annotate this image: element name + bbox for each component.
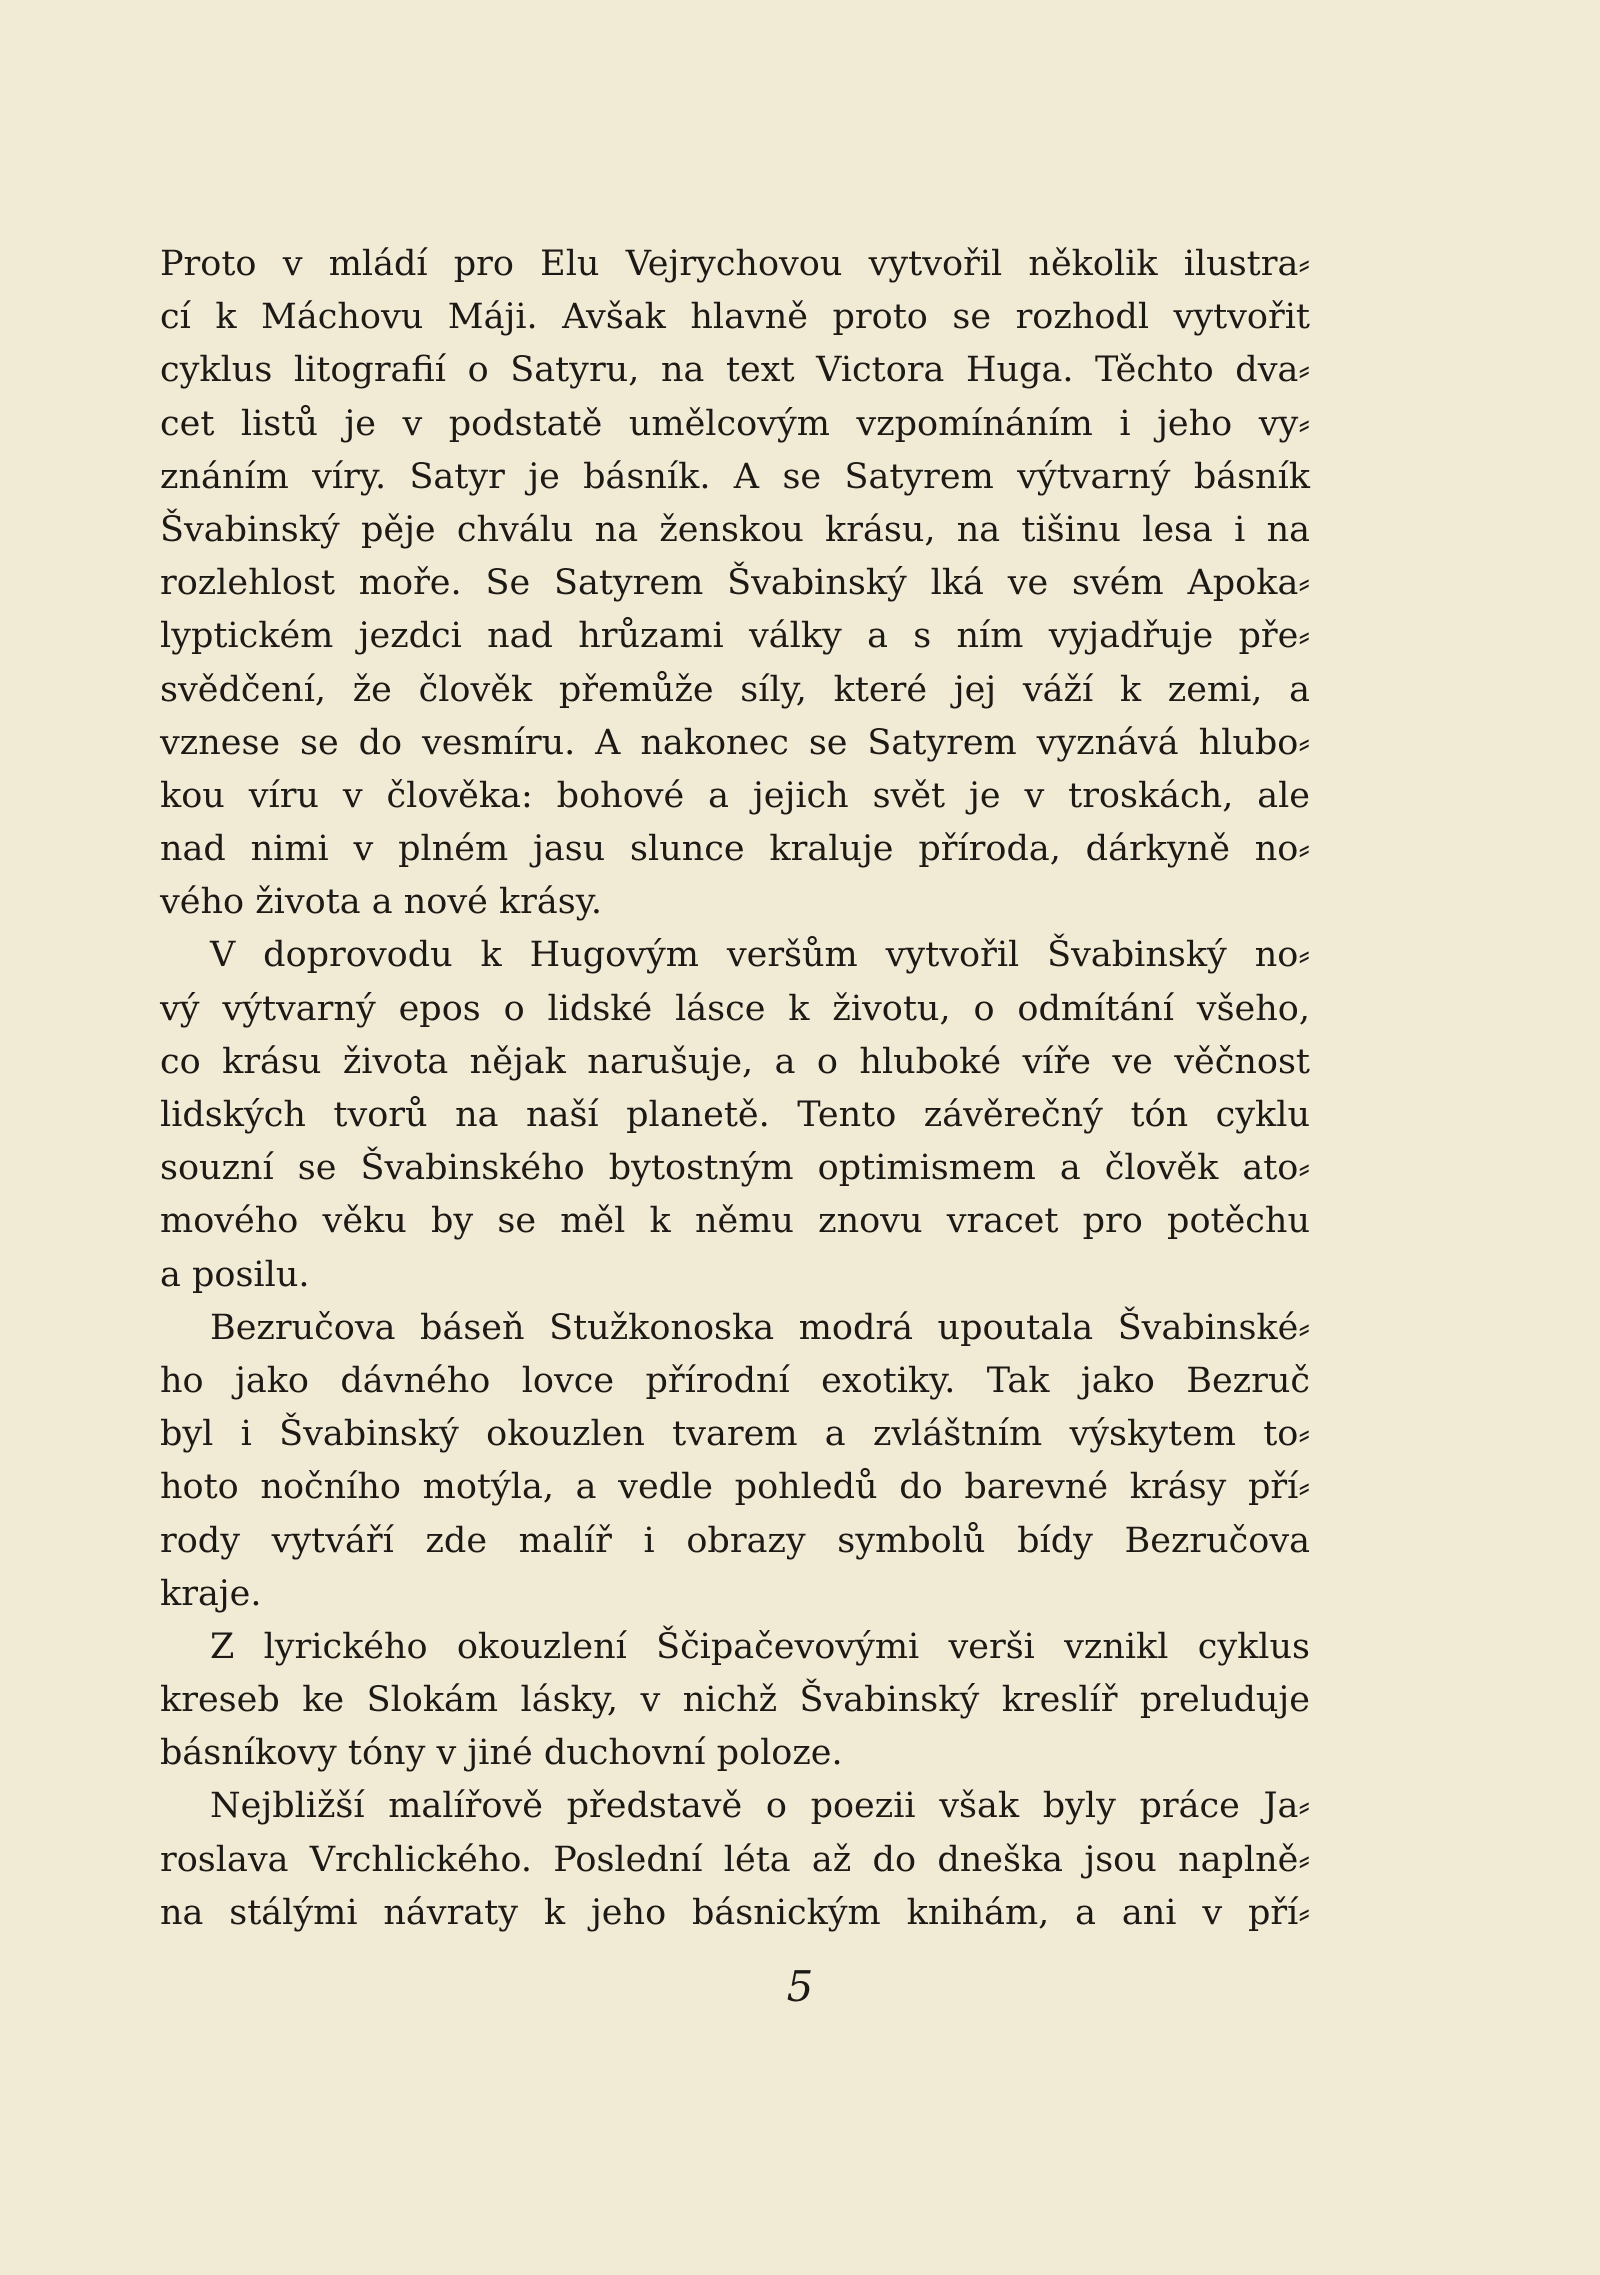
text-line: znáním víry. Satyr je básník. A se Satyrem výtvarný básník [160,456,1310,497]
text-line: V doprovodu k Hugovým veršům vytvořil Švabinský no⸗ [210,935,1310,976]
text-line: ho jako dávného lovce přírodní exotiky. Tak jako Bezruč [160,1360,1310,1401]
text-line: byl i Švabinský okouzlen tvarem a zvláštním výskytem to⸗ [160,1414,1310,1455]
page-number: 5 [786,1962,814,2011]
text-line: vznese se do vesmíru. A nakonec se Satyrem vyznává hlubo⸗ [160,722,1310,763]
text-line: Proto v mládí pro Elu Vejrychovou vytvořil několik ilustra⸗ [160,244,1310,284]
text-line: mového věku by se měl k němu znovu vracet pro potěchu [160,1201,1310,1242]
text-line: Z lyrického okouzlení Ščipačevovými verši vznikl cyklus [210,1626,1310,1667]
text-line: nad nimi v plném jasu slunce kraluje příroda, dárkyně no⸗ [160,829,1310,870]
text-line: co krásu života nějak narušuje, a o hluboké víře ve věčnost [160,1041,1310,1082]
text-line: a posilu. [160,1254,310,1295]
text-line: lidských tvorů na naší planetě. Tento závěrečný tón cyklu [160,1095,1310,1135]
text-line: rody vytváří zde malíř i obrazy symbolů bídy Bezručova [160,1520,1310,1561]
text-line: vého života a nové krásy. [160,882,602,923]
text-line: rozlehlost moře. Se Satyrem Švabinský lká ve svém Apoka⸗ [160,563,1310,604]
text-line: kraje. [160,1573,262,1614]
text-line: hoto nočního motýla, a vedle pohledů do barevné krásy pří⸗ [160,1467,1310,1508]
text-line: vý výtvarný epos o lidské lásce k životu, o odmítání všeho, [160,988,1310,1029]
text-line: cet listů je v podstatě umělcovým vzpomínáním i jeho vy⸗ [160,403,1310,444]
text-line: lyptickém jezdci nad hrůzami války a s ním vyjadřuje pře⸗ [160,616,1310,657]
text-line: souzní se Švabinského bytostným optimismem a člověk ato⸗ [160,1148,1310,1189]
text-line: básníkovy tóny v jiné duchovní poloze. [160,1733,843,1774]
text-line: cyklus litografií o Satyru, na text Victora Huga. Těchto dva⸗ [160,350,1310,391]
text-line: Nejbližší malířově představě o poezii však byly práce Ja⸗ [210,1786,1310,1827]
body-text [160,238,1310,1940]
text-line: roslava Vrchlického. Poslední léta až do dneška jsou naplně⸗ [160,1839,1310,1880]
text-line: Švabinský pěje chválu na ženskou krásu, na tišinu lesa i na [160,509,1310,550]
text-line: cí k Máchovu Máji. Avšak hlavně proto se rozhodl vytvořit [160,297,1310,338]
text-line: kreseb ke Slokám lásky, v nichž Švabinský kreslíř preluduje [160,1680,1310,1721]
text-line: kou víru v člověka: bohové a jejich svět je v troskách, ale [160,775,1310,816]
text-line: Bezručova báseň Stužkonoska modrá upoutala Švabinské⸗ [210,1307,1310,1348]
text-line: na stálými návraty k jeho básnickým knihám, a ani v pří⸗ [160,1892,1310,1933]
text-line: svědčení, že člověk přemůže síly, které jej váží k zemi, a [160,669,1310,710]
